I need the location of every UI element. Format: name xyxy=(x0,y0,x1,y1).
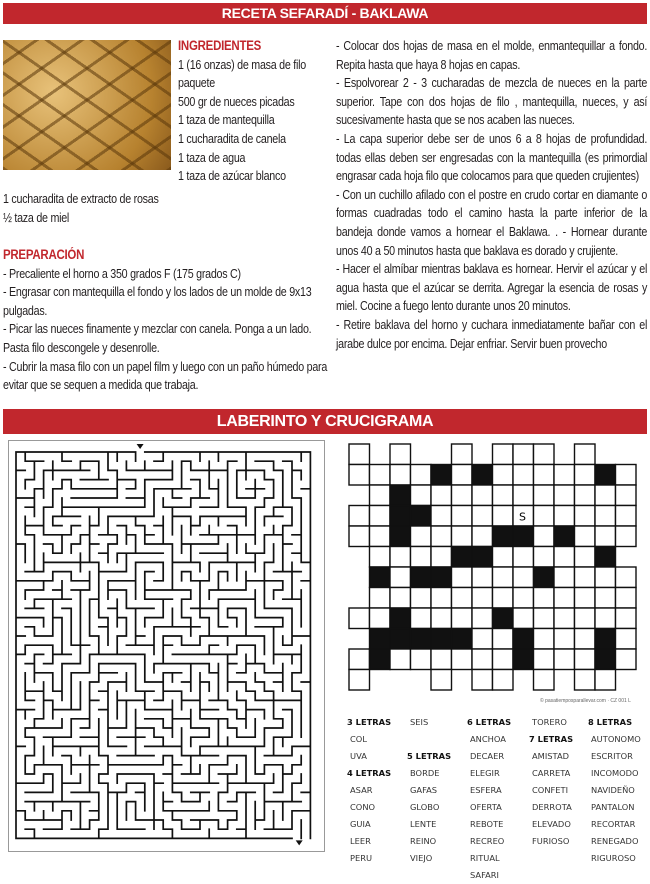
crossword-cell[interactable] xyxy=(534,444,555,465)
crossword-block xyxy=(390,608,411,629)
maze-start-arrow xyxy=(137,444,144,449)
crossword-cell[interactable] xyxy=(534,465,555,486)
word-item: VIEJO xyxy=(410,853,433,863)
maze-end-arrow xyxy=(296,840,303,845)
crossword-cell[interactable] xyxy=(513,465,534,486)
crossword-cell[interactable] xyxy=(390,567,411,588)
step: - Engrasar con mantequilla el fondo y los lados de un molde de 9x13 pulgadas. xyxy=(3,285,312,318)
ingredient: 1 cucharadita de extracto de rosas xyxy=(3,192,159,206)
ingredients-heading: INGREDIENTES xyxy=(178,38,262,53)
crossword-cell[interactable] xyxy=(595,506,616,527)
crossword-cell[interactable] xyxy=(390,465,411,486)
crossword-cell[interactable] xyxy=(554,649,575,670)
crossword-cell[interactable] xyxy=(431,649,452,670)
crossword-cell[interactable] xyxy=(595,670,616,691)
word-item: ELEVADO xyxy=(532,819,571,829)
word-column xyxy=(529,714,573,850)
crossword-cell[interactable] xyxy=(616,485,637,506)
crossword-cell[interactable] xyxy=(575,547,596,568)
crossword-block xyxy=(493,526,514,547)
crossword-cell[interactable] xyxy=(349,465,370,486)
baklava-photo xyxy=(3,40,171,170)
crossword-cell[interactable] xyxy=(595,567,616,588)
word-group-heading: 4 LETRAS xyxy=(347,768,392,778)
crossword-cell[interactable] xyxy=(554,608,575,629)
crossword-block xyxy=(452,547,473,568)
word-column xyxy=(467,714,511,884)
crossword-cell[interactable] xyxy=(431,485,452,506)
crossword-block xyxy=(513,526,534,547)
crossword-cell[interactable] xyxy=(411,526,432,547)
crossword-block xyxy=(411,629,432,650)
word-column xyxy=(407,714,451,867)
crossword-cell[interactable] xyxy=(472,649,493,670)
crossword-cell[interactable] xyxy=(513,485,534,506)
word-item: ESCRITOR xyxy=(591,751,633,761)
crossword-cell[interactable] xyxy=(390,547,411,568)
crossword-cell[interactable] xyxy=(452,608,473,629)
crossword-cell[interactable] xyxy=(534,608,555,629)
crossword-block xyxy=(534,567,555,588)
crossword-cell[interactable] xyxy=(616,649,637,670)
crossword-block xyxy=(390,526,411,547)
step: - Hacer el almíbar mientras baklava es hornear. Hervir el azúcar y el agua hasta que el azúcar se derrita. Agregar la esencia de rosas y miel. Cocine a fuego lento durante unos 20 minutos. xyxy=(336,262,648,314)
crossword-cell[interactable] xyxy=(411,608,432,629)
word-item: SEIS xyxy=(410,717,429,727)
word-item: LENTE xyxy=(410,819,437,829)
word-item: AMISTAD xyxy=(532,751,570,761)
crossword-cell[interactable] xyxy=(575,485,596,506)
crossword-cell[interactable] xyxy=(534,547,555,568)
crossword-cell[interactable] xyxy=(575,608,596,629)
crossword-cell[interactable] xyxy=(554,547,575,568)
word-item: FURIOSO xyxy=(532,836,570,846)
step: - Espolvorear 2 - 3 cucharadas de mezcla de nueces en la parte superior. Tape con dos hojas de filo , mantequilla, nueces, y así sucesivamente hasta que se nos acaben las nueces. xyxy=(336,76,648,128)
ingredient: 1 taza de agua xyxy=(178,150,246,165)
crossword-cell[interactable] xyxy=(452,465,473,486)
word-item: COL xyxy=(350,734,367,744)
crossword-cell[interactable] xyxy=(431,547,452,568)
word-group-heading: 6 LETRAS xyxy=(467,717,512,727)
crossword-cell[interactable] xyxy=(493,485,514,506)
crossword-cell[interactable] xyxy=(616,526,637,547)
word-item: ASAR xyxy=(350,785,373,795)
crossword-block xyxy=(411,506,432,527)
crossword-block xyxy=(370,629,391,650)
word-item: ANCHOA xyxy=(470,734,506,744)
crossword-cell[interactable] xyxy=(349,506,370,527)
crossword-cell[interactable] xyxy=(390,588,411,609)
word-group-heading: 7 LETRAS xyxy=(529,734,574,744)
crossword-cell[interactable] xyxy=(575,526,596,547)
crossword-cell[interactable] xyxy=(554,629,575,650)
crossword-cell[interactable] xyxy=(554,588,575,609)
ingredient: 500 gr de nueces picadas xyxy=(178,94,295,109)
preparation-right xyxy=(336,37,647,353)
crossword-block xyxy=(390,629,411,650)
crossword-cell[interactable] xyxy=(534,649,555,670)
crossword-cell[interactable] xyxy=(349,444,370,465)
crossword-cell[interactable] xyxy=(616,588,637,609)
puzzles-title-bar: LABERINTO Y CRUCIGRAMA xyxy=(3,409,647,434)
ingredients-list xyxy=(178,37,333,186)
crossword-cell[interactable] xyxy=(595,526,616,547)
crossword-cell[interactable] xyxy=(452,444,473,465)
word-item: REBOTE xyxy=(470,819,504,829)
recipe-title-bar: RECETA SEFARADÍ - BAKLAWA xyxy=(3,3,647,24)
step: - Colocar dos hojas de masa en el molde, enmantequillar a fondo. Repita hasta que haya 8 hojas en capas. xyxy=(336,39,648,72)
crossword-cell[interactable] xyxy=(370,526,391,547)
crossword-cell[interactable] xyxy=(472,608,493,629)
crossword-cell[interactable] xyxy=(616,506,637,527)
word-item: RECORTAR xyxy=(591,819,636,829)
crossword-block xyxy=(595,629,616,650)
crossword-cell[interactable] xyxy=(513,547,534,568)
crossword-cell[interactable] xyxy=(390,649,411,670)
crossword-cell[interactable] xyxy=(431,608,452,629)
crossword-cell[interactable] xyxy=(411,465,432,486)
crossword-cell[interactable] xyxy=(554,506,575,527)
crossword-cell[interactable] xyxy=(472,629,493,650)
crossword-cell[interactable] xyxy=(452,506,473,527)
crossword-cell[interactable] xyxy=(575,444,596,465)
crossword-block xyxy=(595,547,616,568)
crossword-cell[interactable] xyxy=(493,588,514,609)
crossword-cell[interactable] xyxy=(575,588,596,609)
maze[interactable] xyxy=(8,440,325,852)
crossword-cell[interactable] xyxy=(493,465,514,486)
crossword-block xyxy=(431,567,452,588)
crossword-cell[interactable] xyxy=(534,629,555,650)
crossword-cell[interactable] xyxy=(452,526,473,547)
crossword-block xyxy=(431,629,452,650)
crossword-cell[interactable] xyxy=(370,608,391,629)
crossword-grid[interactable] xyxy=(345,440,647,698)
word-column xyxy=(588,714,641,867)
crossword-cell[interactable] xyxy=(452,567,473,588)
crossword-cell[interactable] xyxy=(493,649,514,670)
crossword-cell[interactable] xyxy=(452,588,473,609)
word-item: PERU xyxy=(350,853,373,863)
crossword-cell[interactable] xyxy=(513,567,534,588)
crossword-cell[interactable] xyxy=(534,526,555,547)
crossword-cell[interactable] xyxy=(370,485,391,506)
crossword-cell[interactable] xyxy=(349,608,370,629)
step: - Cubrir la masa filo con un papel film y luego con un paño húmedo para evitar que se sequen a medida que trabaja. xyxy=(3,359,328,393)
word-item: SAFARI xyxy=(470,870,499,880)
crossword-cell[interactable] xyxy=(472,485,493,506)
word-item: ESFERA xyxy=(470,785,502,795)
crossword-cell[interactable] xyxy=(493,567,514,588)
crossword-cell[interactable] xyxy=(370,465,391,486)
crossword-block xyxy=(513,629,534,650)
word-item: BORDE xyxy=(410,768,440,778)
step: - Precaliente el horno a 350 grados F (175 grados C) xyxy=(3,266,241,281)
crossword-cell[interactable] xyxy=(534,588,555,609)
crossword-cell[interactable] xyxy=(595,485,616,506)
crossword-cell[interactable] xyxy=(513,588,534,609)
crossword-cell[interactable] xyxy=(411,547,432,568)
crossword-cell[interactable] xyxy=(493,629,514,650)
step: - Retire baklava del horno y cuchara inmediatamente bañar con el jarabe dulce por encima. Dejar enfriar. Servir buen provecho xyxy=(336,317,648,351)
word-item: RITUAL xyxy=(470,853,500,863)
crossword-cell[interactable] xyxy=(452,485,473,506)
crossword-cell[interactable] xyxy=(472,588,493,609)
crossword-block xyxy=(472,547,493,568)
crossword-cell[interactable] xyxy=(554,485,575,506)
crossword-cell[interactable] xyxy=(370,547,391,568)
word-item: CONO xyxy=(350,802,376,812)
word-item: OFERTA xyxy=(470,802,502,812)
word-item: RECREO xyxy=(470,836,505,846)
ingredient: 1 cucharadita de canela xyxy=(178,131,286,146)
crossword-cell[interactable] xyxy=(534,670,555,691)
word-group-heading: 3 LETRAS xyxy=(347,717,392,727)
crossword-cell[interactable] xyxy=(431,506,452,527)
crossword-block xyxy=(595,465,616,486)
crossword-cell[interactable] xyxy=(472,670,493,691)
crossword-cell[interactable] xyxy=(575,465,596,486)
crossword-cell[interactable] xyxy=(370,588,391,609)
crossword-cell[interactable] xyxy=(411,485,432,506)
crossword-cell[interactable] xyxy=(431,526,452,547)
crossword-given-letter: S xyxy=(519,510,526,524)
crossword-cell[interactable] xyxy=(493,547,514,568)
crossword-cell[interactable] xyxy=(575,567,596,588)
step: - La capa superior debe ser de unos 6 a 8 hojas de profundidad. todas ellas deben ser engresadas con la mantequilla (es primordial engrasar cada hoja filo que colocamos para que queden crujientes) xyxy=(336,131,648,184)
crossword-cell[interactable] xyxy=(534,506,555,527)
crossword-block xyxy=(411,567,432,588)
crossword-cell[interactable] xyxy=(575,506,596,527)
word-item: LEER xyxy=(350,836,371,846)
crossword-cell[interactable] xyxy=(431,588,452,609)
crossword-cell[interactable] xyxy=(349,649,370,670)
word-group-heading: 8 LETRAS xyxy=(588,717,633,727)
crossword-block xyxy=(390,506,411,527)
preparation-left xyxy=(3,246,333,395)
crossword-cell[interactable] xyxy=(411,588,432,609)
word-item: GUIA xyxy=(350,819,371,829)
crossword-cell[interactable] xyxy=(431,670,452,691)
word-column xyxy=(347,714,391,867)
crossword-cell[interactable] xyxy=(513,608,534,629)
crossword-block xyxy=(554,526,575,547)
crossword-block xyxy=(595,649,616,670)
crossword-block xyxy=(493,608,514,629)
word-item: GAFAS xyxy=(410,785,438,795)
crossword-block xyxy=(370,649,391,670)
ingredient: ½ taza de miel xyxy=(3,210,70,225)
word-item: CONFETI xyxy=(532,785,569,795)
crossword-cell[interactable] xyxy=(595,588,616,609)
crossword-block xyxy=(370,567,391,588)
crossword-cell[interactable] xyxy=(411,649,432,670)
word-item: TORERO xyxy=(532,717,567,727)
word-item: REINO xyxy=(410,836,437,846)
crossword-cell[interactable] xyxy=(616,465,637,486)
word-item: PANTALON xyxy=(591,802,635,812)
word-item: CARRETA xyxy=(532,768,571,778)
crossword-cell[interactable] xyxy=(370,506,391,527)
word-item: GLOBO xyxy=(410,802,440,812)
word-item xyxy=(407,731,451,748)
crossword-cell[interactable] xyxy=(575,629,596,650)
crossword-cell[interactable] xyxy=(575,649,596,670)
word-item: RIGUROSO xyxy=(591,853,636,863)
crossword-cell[interactable] xyxy=(493,444,514,465)
crossword-block xyxy=(472,465,493,486)
crossword-credit: © pasatiemposparallevar.com · CZ 001 L xyxy=(540,698,631,704)
crossword-cell[interactable] xyxy=(472,526,493,547)
crossword-cell[interactable] xyxy=(349,526,370,547)
crossword-cell[interactable] xyxy=(452,649,473,670)
word-item: RENEGADO xyxy=(591,836,639,846)
maze-walls xyxy=(16,452,310,838)
crossword-block xyxy=(513,649,534,670)
crossword-cell[interactable] xyxy=(575,670,596,691)
word-item: DECAER xyxy=(470,751,505,761)
crossword-cell[interactable] xyxy=(616,608,637,629)
crossword-cell[interactable] xyxy=(390,444,411,465)
word-item: UVA xyxy=(350,751,367,761)
crossword-cell[interactable] xyxy=(616,567,637,588)
word-item: NAVIDEÑO xyxy=(591,785,635,795)
crossword-block xyxy=(390,485,411,506)
crossword-cell[interactable] xyxy=(472,567,493,588)
preparation-heading: PREPARACIÓN xyxy=(3,247,85,262)
crossword-cell[interactable] xyxy=(513,444,534,465)
word-item: ELEGIR xyxy=(470,768,500,778)
ingredients-list-cont xyxy=(3,190,333,227)
word-item: AUTONOMO xyxy=(591,734,641,744)
crossword-cell[interactable] xyxy=(472,506,493,527)
crossword-block xyxy=(431,465,452,486)
crossword-cell[interactable] xyxy=(595,608,616,629)
crossword-cell[interactable] xyxy=(554,465,575,486)
crossword-cell[interactable] xyxy=(616,629,637,650)
crossword-cell[interactable] xyxy=(534,485,555,506)
crossword-cell[interactable] xyxy=(493,670,514,691)
word-item: DERROTA xyxy=(532,802,572,812)
word-group-heading: 5 LETRAS xyxy=(407,751,452,761)
crossword-cell[interactable] xyxy=(554,567,575,588)
ingredient: 1 (16 onzas) de masa de filo paquete xyxy=(178,57,306,91)
word-item: INCOMODO xyxy=(591,768,639,778)
crossword-cell[interactable] xyxy=(493,506,514,527)
crossword-block xyxy=(452,629,473,650)
crossword-cell[interactable] xyxy=(349,670,370,691)
ingredient: 1 taza de mantequilla xyxy=(178,113,275,128)
step: - Con un cuchillo afilado con el postre en crudo cortar en diamante o formas cuadradas todo el camino hasta la parte inferior de la bandeja donde vamos a hornear el Baklawa. . - Hornear durante unos 40 a 50 minutos hasta que baklava es dorado y crujiente. xyxy=(336,187,648,258)
ingredient: 1 taza de azúcar blanco xyxy=(178,169,286,184)
step: - Picar las nueces finamente y mezclar con canela. Ponga a un lado. Pasta filo descongele y desenrolle. xyxy=(3,322,312,355)
